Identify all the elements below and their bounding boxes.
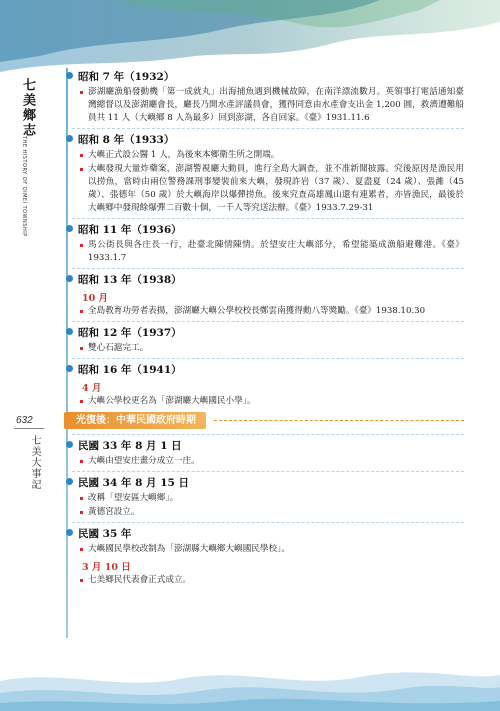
event-entry: 改稱「望安區大嶼鄉」。 [88,492,464,505]
month-heading: 10 月 [82,293,109,304]
year-heading: 昭和 16 年（1941） [78,362,464,377]
event-entry: 全島教育功勞者表揚，澎湖廳大嶼公學校校長鄭雲南獲得勳八等獎勵。《臺》1938.10.30 [88,305,464,318]
year-block [72,66,464,125]
year-heading: 昭和 11 年（1936） [78,222,464,237]
event-entry: 馬公街長與各庄長一行，赴臺北陳情陳情。於望安庄大嶼部分，希望能築成漁船避難港。《臺》1933.1.7 [88,240,464,263]
event-entry: 大嶼由望安庄畫分成立一庄。 [88,455,464,468]
year-block [72,358,464,408]
year-heading: 民國 33 年 8 月 1 日 [78,438,464,453]
timeline-line [66,68,68,638]
year-heading: 昭和 8 年（1933） [78,132,464,147]
wave-footer-decoration [0,651,500,711]
year-block [72,522,464,587]
year-heading: 民國 35 年 [78,526,464,541]
era-divider-rule [214,420,464,421]
page-number-rule [14,428,44,429]
year-block [72,321,464,355]
event-entry: 大嶼公學校更名為「澎湖廳大嶼國民小學」。 [88,395,464,408]
year-block [72,268,464,318]
year-block [72,128,464,215]
timeline-content [72,66,464,590]
year-heading: 昭和 13 年（1938） [78,272,464,287]
year-heading: 昭和 7 年（1932） [78,69,464,84]
era-divider [64,412,464,429]
event-entry: 大嶼正式設公醫 1 人，為後來本鄉衛生所之開端。 [88,149,464,162]
event-entry: 大嶼國民學校改制為「澎湖縣大嶼鄉大嶼國民學校」。 [88,543,464,556]
chapter-label: 七美大事記 [29,435,40,490]
event-entry: 雙心石滬完工。 [88,342,464,355]
era-divider-label: 光復後：中華民國政府時期 [64,412,206,429]
month-heading: 4 月 [82,383,102,394]
year-block [72,471,464,519]
book-title: 七美鄉志 [20,78,35,138]
book-subtitle: THE HISTORY OF QIMEI TOWNSHIP [21,136,27,237]
year-heading: 民國 34 年 8 月 15 日 [78,475,464,490]
pre-war-entries [72,66,464,408]
year-block [72,218,464,265]
month-heading: 3 月 10 日 [82,562,131,573]
event-entry: 黃德宮設立。 [88,506,464,519]
event-entry: 七美鄉民代表會正式成立。 [88,574,464,587]
year-block [72,434,464,468]
page-number: 632 [16,415,33,426]
event-entry: 大嶼發現大量炸藥案，澎湖警視廳大動員，進行全島大調查，並不准新聞披露。究後原因是漁民用以捞魚，當時由兩位警務課刑事變裝前來大嶼，發現許岩（37 歲）、夏盡夏（24 歲）、張濰（45 歲）、張德年（50 歲）於大嶼海岸以爆彈捞魚。後來究查高雄鳳山還有連累者，亦皆漁民，最後於大嶼鄉中發現餘爆彈二百數十個，一千人等究送法辦。《臺》1933.7.29-31 [88,164,464,213]
post-war-entries [72,434,464,587]
year-heading: 昭和 12 年（1937） [78,325,464,340]
event-entry: 澎湖廳漁船發動機「第一成就丸」出海捕魚遇到機械故障，在南洋漂流數月。英領事打電話通知臺灣總督以及澎湖廳會長，廳長乃開水產評議員會，獲得同意由水產會支出金 1,200 圓，救濟遭難船員共 11 人（大嶼鄉 8 人為最多）回到澎湖，各自回家。《臺》1931.11.6 [88,87,464,123]
